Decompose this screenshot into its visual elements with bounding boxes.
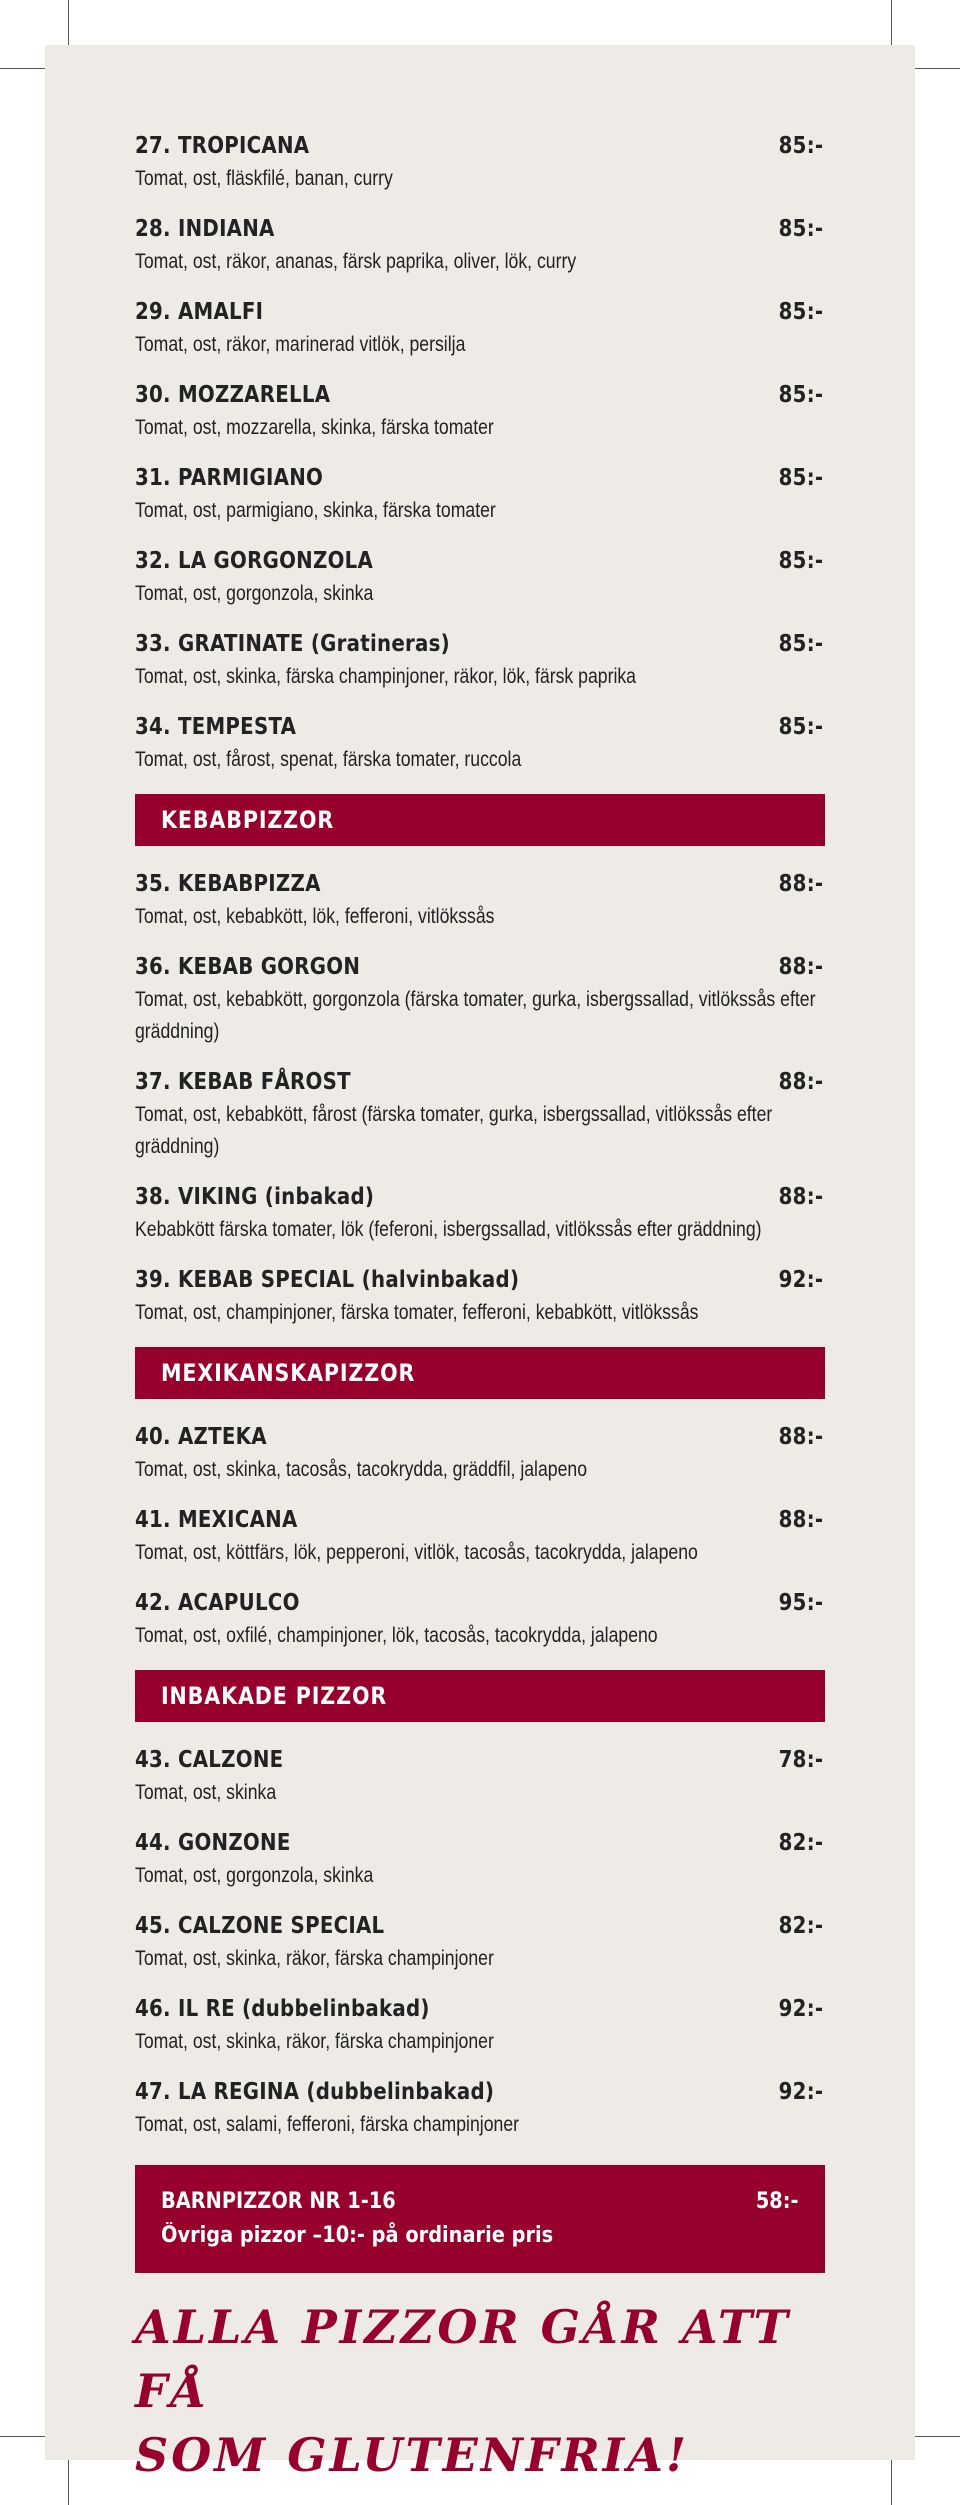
menu-item — [135, 130, 825, 195]
slogan-line: ALLA PIZZOR GÅR ATT FÅ — [135, 2300, 791, 2418]
item-price: 85:- — [778, 133, 824, 159]
item-price: 82:- — [778, 1913, 824, 1939]
item-price: 82:- — [778, 1830, 824, 1856]
crop-mark — [915, 68, 960, 69]
item-price: 88:- — [778, 1069, 824, 1095]
section-header-mexican — [135, 1347, 825, 1399]
crop-mark — [891, 0, 892, 45]
menu-item — [135, 951, 825, 1048]
menu-item — [135, 545, 825, 610]
item-price: 95:- — [778, 1590, 824, 1616]
section-header-calzone — [135, 1670, 825, 1722]
menu-item — [135, 1264, 825, 1329]
item-name: 45. CALZONE SPECIAL — [135, 1913, 385, 1939]
crop-mark — [0, 2436, 45, 2437]
kids-pizza-label: BARNPIZZOR NR 1-16 — [161, 2189, 396, 2214]
item-price: 88:- — [778, 871, 824, 897]
item-price: 88:- — [778, 954, 824, 980]
menu-item — [135, 379, 825, 444]
menu-group-classic — [135, 130, 825, 776]
item-name: 37. KEBAB FÅROST — [135, 1069, 351, 1095]
item-name: 41. MEXICANA — [135, 1507, 298, 1533]
item-price: 92:- — [778, 1267, 824, 1293]
item-name: 38. VIKING (inbakad) — [135, 1184, 375, 1210]
item-name: 28. INDIANA — [135, 216, 275, 242]
item-name: 29. AMALFI — [135, 299, 264, 325]
item-name: 33. GRATINATE (Gratineras) — [135, 631, 450, 657]
item-description: Tomat, ost, skinka, färska champinjoner, räkor, lök, färsk paprika — [135, 665, 636, 688]
item-description: Tomat, ost, skinka, räkor, färska champinjoner — [135, 2030, 494, 2053]
item-description: Tomat, ost, skinka — [135, 1781, 277, 1804]
item-description: Tomat, ost, räkor, ananas, färsk paprika, oliver, lök, curry — [135, 250, 577, 273]
item-name: 39. KEBAB SPECIAL (halvinbakad) — [135, 1267, 520, 1293]
item-price: 85:- — [778, 631, 824, 657]
item-price: 88:- — [778, 1184, 824, 1210]
menu-item — [135, 628, 825, 693]
kids-pizza-box — [135, 2165, 825, 2273]
menu-item — [135, 1421, 825, 1486]
item-name: 42. ACAPULCO — [135, 1590, 300, 1616]
item-name: 32. LA GORGONZOLA — [135, 548, 374, 574]
menu-item — [135, 2076, 825, 2141]
item-name: 44. GONZONE — [135, 1830, 291, 1856]
item-name: 30. MOZZARELLA — [135, 382, 331, 408]
gluten-free-slogan — [135, 2295, 825, 2487]
item-name: 36. KEBAB GORGON — [135, 954, 361, 980]
item-name: 34. TEMPESTA — [135, 714, 297, 740]
item-name: 40. AZTEKA — [135, 1424, 267, 1450]
menu-item — [135, 1066, 825, 1163]
menu-item — [135, 296, 825, 361]
crop-mark — [915, 2436, 960, 2437]
menu-item — [135, 1504, 825, 1569]
item-name: 31. PARMIGIANO — [135, 465, 324, 491]
item-price: 88:- — [778, 1507, 824, 1533]
item-name: 27. TROPICANA — [135, 133, 310, 159]
item-description: Tomat, ost, gorgonzola, skinka — [135, 1864, 374, 1887]
item-price: 85:- — [778, 465, 824, 491]
item-price: 85:- — [778, 548, 824, 574]
kids-pizza-price: 58:- — [756, 2189, 799, 2214]
crop-mark — [68, 0, 69, 45]
item-description: Tomat, ost, oxfilé, champinjoner, lök, tacosås, tacokrydda, jalapeno — [135, 1624, 658, 1647]
item-price: 92:- — [778, 2079, 824, 2105]
section-header-kebab — [135, 794, 825, 846]
item-description: Tomat, ost, köttfärs, lök, pepperoni, vitlök, tacosås, tacokrydda, jalapeno — [135, 1541, 698, 1564]
item-description: Tomat, ost, kebabkött, lök, fefferoni, vitlökssås — [135, 905, 495, 928]
other-pizza-discount: Övriga pizzor –10:- på ordinarie pris — [161, 2223, 554, 2248]
menu-item — [135, 711, 825, 776]
section-title: KEBABPIZZOR — [161, 806, 335, 834]
crop-mark — [68, 2460, 69, 2505]
crop-mark — [0, 68, 45, 69]
menu-item — [135, 868, 825, 933]
item-price: 85:- — [778, 216, 824, 242]
menu-item — [135, 1587, 825, 1652]
section-title: MEXIKANSKAPIZZOR — [161, 1359, 416, 1387]
section-title: INBAKADE PIZZOR — [161, 1682, 388, 1710]
item-name: 35. KEBABPIZZA — [135, 871, 321, 897]
item-name: 46. IL RE (dubbelinbakad) — [135, 1996, 430, 2022]
menu-group-kebab — [135, 868, 825, 1329]
menu-item — [135, 1827, 825, 1892]
item-description: Tomat, ost, räkor, marinerad vitlök, persilja — [135, 333, 466, 356]
item-description: Tomat, ost, skinka, tacosås, tacokrydda, gräddfil, jalapeno — [135, 1458, 588, 1481]
item-description: Tomat, ost, parmigiano, skinka, färska tomater — [135, 499, 496, 522]
item-description: Tomat, ost, mozzarella, skinka, färska tomater — [135, 416, 494, 439]
menu-item — [135, 462, 825, 527]
item-price: 85:- — [778, 714, 824, 740]
item-description: Tomat, ost, champinjoner, färska tomater, fefferoni, kebabkött, vitlökssås — [135, 1301, 699, 1324]
menu-item — [135, 1181, 825, 1246]
item-price: 78:- — [778, 1747, 824, 1773]
item-description: Kebabkött färska tomater, lök (feferoni, isbergssallad, vitlökssås efter gräddning) — [135, 1218, 762, 1241]
item-price: 85:- — [778, 382, 824, 408]
item-description: Tomat, ost, fårost, spenat, färska tomater, ruccola — [135, 748, 522, 771]
item-name: 47. LA REGINA (dubbelinbakad) — [135, 2079, 495, 2105]
slogan-line: SOM GLUTENFRIA! — [135, 2428, 690, 2482]
menu-item — [135, 1744, 825, 1809]
item-price: 92:- — [778, 1996, 824, 2022]
item-description: Tomat, ost, salami, fefferoni, färska champinjoner — [135, 2113, 520, 2136]
item-name: 43. CALZONE — [135, 1747, 284, 1773]
item-price: 88:- — [778, 1424, 824, 1450]
crop-mark — [891, 2460, 892, 2505]
menu-item — [135, 1910, 825, 1975]
item-description: Tomat, ost, gorgonzola, skinka — [135, 582, 374, 605]
item-description: Tomat, ost, skinka, räkor, färska champinjoner — [135, 1947, 494, 1970]
item-description: Tomat, ost, kebabkött, fårost (färska tomater, gurka, isbergssallad, vitlökssås efter gräddning) — [135, 1103, 773, 1158]
menu-item — [135, 213, 825, 278]
item-description: Tomat, ost, kebabkött, gorgonzola (färska tomater, gurka, isbergssallad, vitlökssås efter gräddning) — [135, 988, 816, 1043]
item-description: Tomat, ost, fläskfilé, banan, curry — [135, 167, 393, 190]
menu-group-mexican — [135, 1421, 825, 1652]
menu-group-calzone — [135, 1744, 825, 2141]
item-price: 85:- — [778, 299, 824, 325]
menu-item — [135, 1993, 825, 2058]
menu-content — [135, 130, 825, 2487]
